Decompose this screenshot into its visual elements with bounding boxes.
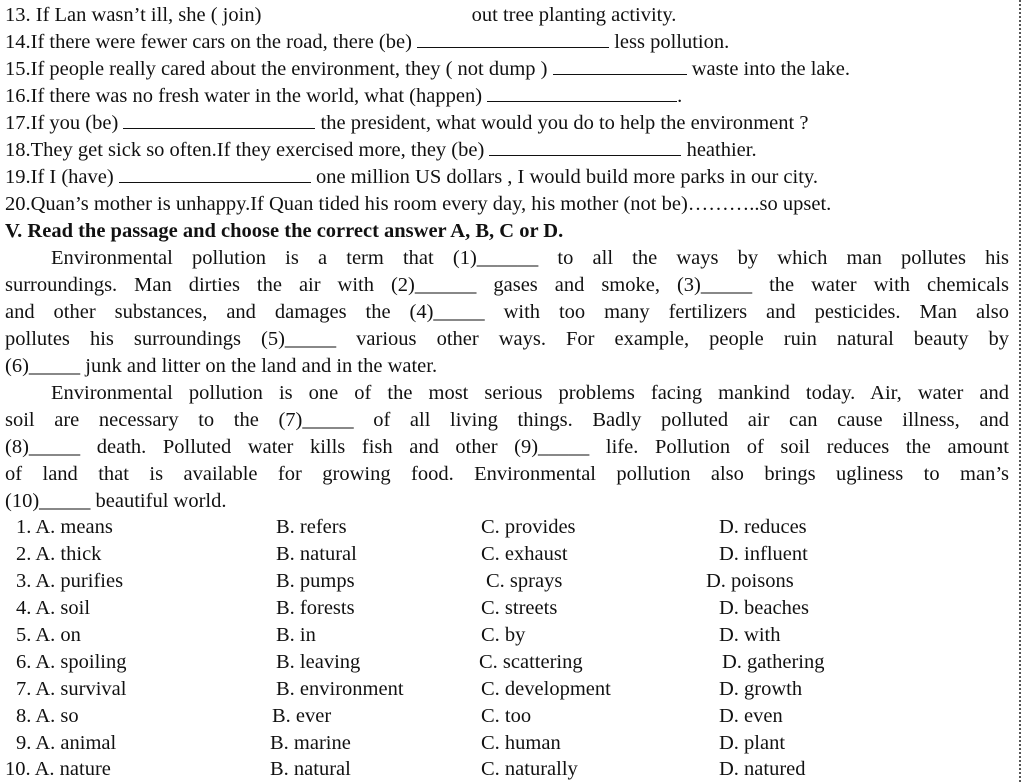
option-1-c[interactable]: C. provides	[481, 516, 576, 538]
option-6-b[interactable]: B. leaving	[276, 651, 361, 673]
question-15-prompt: 15.If people really cared about the environment, they ( not dump )	[5, 58, 548, 80]
passage-line-9: of land that is available for growing food. Environmental pollution also brings ugliness to man’s	[5, 463, 1009, 485]
question-19-blank[interactable]	[119, 164, 311, 183]
option-1-d[interactable]: D. reduces	[719, 516, 807, 538]
option-1-a[interactable]: 1. A. means	[16, 516, 113, 538]
passage-line-6: Environmental pollution is one of the most serious problems facing mankind today. Air, water and	[51, 382, 1009, 404]
question-18-prompt: 18.They get sick so often.If they exercised more, they (be)	[5, 139, 485, 161]
option-4-a[interactable]: 4. A. soil	[16, 597, 91, 619]
option-9-b[interactable]: B. marine	[270, 732, 351, 754]
passage-line-1: Environmental pollution is a term that (1)______ to all the ways by which man pollutes his	[51, 247, 1009, 269]
option-7-a[interactable]: 7. A. survival	[16, 678, 127, 700]
question-15-tail: waste into the lake.	[691, 58, 851, 80]
option-5-b[interactable]: B. in	[276, 624, 316, 646]
option-7-b[interactable]: B. environment	[276, 678, 404, 700]
option-8-d[interactable]: D. even	[719, 705, 783, 727]
question-19-prompt: 19.If I (have)	[5, 166, 114, 188]
passage-line-3: and other substances, and damages the (4)_____ with too many fertilizers and pesticides. Man also	[5, 301, 1009, 323]
passage-line-5: (6)_____ junk and litter on the land and in the water.	[5, 355, 438, 377]
question-13-prompt: 13. If Lan wasn’t ill, she ( join)	[5, 4, 262, 26]
option-5-c[interactable]: C. by	[481, 624, 526, 646]
option-row-5	[0, 622, 1024, 649]
option-4-b[interactable]: B. forests	[276, 597, 355, 619]
option-9-d[interactable]: D. plant	[719, 732, 786, 754]
option-2-a[interactable]: 2. A. thick	[16, 543, 102, 565]
option-8-c[interactable]: C. too	[481, 705, 532, 727]
option-row-4	[0, 595, 1024, 622]
question-15	[5, 56, 850, 83]
option-row-6	[0, 649, 1024, 676]
question-17-tail: the president, what would you do to help the environment ?	[320, 112, 809, 134]
option-2-d[interactable]: D. influent	[719, 543, 808, 565]
option-6-c[interactable]: C. scattering	[479, 651, 583, 673]
question-17-blank[interactable]	[123, 110, 315, 129]
option-10-c[interactable]: C. naturally	[481, 758, 578, 780]
option-3-b[interactable]: B. pumps	[276, 570, 355, 592]
passage-line-8: (8)_____ death. Polluted water kills fish and other (9)_____ life. Pollution of soil reduces the amount	[5, 436, 1009, 458]
question-20: 20.Quan’s mother is unhappy.If Quan tided his room every day, his mother (not be)………..so upset.	[5, 193, 832, 215]
option-2-b[interactable]: B. natural	[276, 543, 357, 565]
option-10-b[interactable]: B. natural	[270, 758, 351, 780]
option-3-c[interactable]: C. sprays	[486, 570, 563, 592]
question-13-tail: out tree planting activity.	[471, 4, 677, 26]
section-v-heading: V. Read the passage and choose the correct answer A, B, C or D.	[5, 220, 564, 242]
option-4-d[interactable]: D. beaches	[719, 597, 809, 619]
option-3-a[interactable]: 3. A. purifies	[16, 570, 124, 592]
question-16-blank[interactable]	[487, 83, 677, 102]
question-18-blank[interactable]	[489, 137, 681, 156]
question-14-blank[interactable]	[417, 29, 609, 48]
option-8-b[interactable]: B. ever	[272, 705, 332, 727]
question-18	[5, 137, 757, 164]
option-9-c[interactable]: C. human	[481, 732, 561, 754]
option-4-c[interactable]: C. streets	[481, 597, 558, 619]
option-row-1	[0, 514, 1024, 541]
option-3-d[interactable]: D. poisons	[706, 570, 794, 592]
option-10-d[interactable]: D. natured	[719, 758, 806, 780]
option-row-3	[0, 568, 1024, 595]
option-row-8	[0, 703, 1024, 730]
passage-line-2: surroundings. Man dirties the air with (2)______ gases and smoke, (3)_____ the water with chemicals	[5, 274, 1009, 296]
option-5-d[interactable]: D. with	[719, 624, 781, 646]
option-row-10	[0, 756, 1024, 783]
option-6-d[interactable]: D. gathering	[722, 651, 825, 673]
question-14-tail: less pollution.	[614, 31, 730, 53]
question-17	[5, 110, 808, 137]
question-16-prompt: 16.If there was no fresh water in the world, what (happen)	[5, 85, 483, 107]
question-17-prompt: 17.If you (be)	[5, 112, 119, 134]
option-2-c[interactable]: C. exhaust	[481, 543, 568, 565]
passage-line-4: pollutes his surroundings (5)_____ various other ways. For example, people ruin natural beauty by	[5, 328, 1009, 350]
option-row-2	[0, 541, 1024, 568]
question-19-tail: one million US dollars , I would build more parks in our city.	[315, 166, 818, 188]
question-18-tail: heathier.	[686, 139, 757, 161]
question-16	[5, 83, 682, 110]
option-5-a[interactable]: 5. A. on	[16, 624, 81, 646]
option-row-9	[0, 730, 1024, 757]
question-14	[5, 29, 729, 56]
question-16-tail: .	[677, 85, 683, 107]
option-1-b[interactable]: B. refers	[276, 516, 347, 538]
option-row-7	[0, 676, 1024, 703]
passage-line-10: (10)_____ beautiful world.	[5, 490, 227, 512]
option-7-c[interactable]: C. development	[481, 678, 611, 700]
option-6-a[interactable]: 6. A. spoiling	[16, 651, 127, 673]
question-19	[5, 164, 818, 191]
passage-line-7: soil are necessary to the (7)_____ of all living things. Badly polluted air can cause illness, and	[5, 409, 1009, 431]
option-9-a[interactable]: 9. A. animal	[16, 732, 117, 754]
option-10-a[interactable]: 10. A. nature	[5, 758, 111, 780]
option-7-d[interactable]: D. growth	[719, 678, 803, 700]
question-14-prompt: 14.If there were fewer cars on the road, there (be)	[5, 31, 412, 53]
question-13	[5, 2, 676, 29]
question-15-blank[interactable]	[553, 56, 687, 75]
option-8-a[interactable]: 8. A. so	[16, 705, 79, 727]
